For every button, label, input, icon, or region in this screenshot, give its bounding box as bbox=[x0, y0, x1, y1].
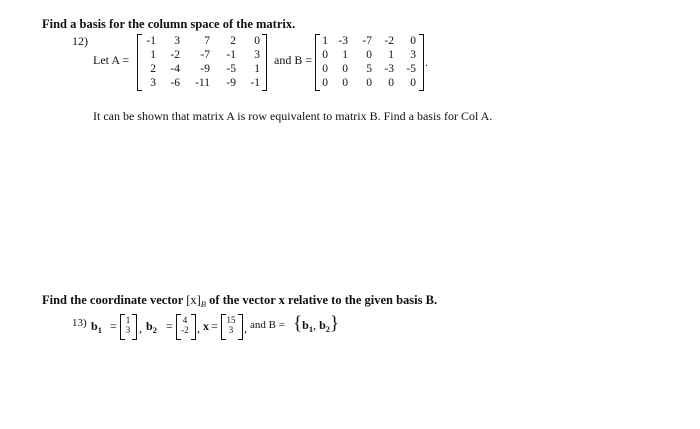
matrix-b-cell: -3 bbox=[384, 63, 394, 75]
b1-label bbox=[91, 319, 102, 335]
b1-letter: b bbox=[91, 319, 98, 333]
matrix-a-cell: 3 bbox=[254, 49, 260, 61]
basis-set bbox=[293, 313, 339, 340]
problem-12-heading: Find a basis for the column space of the matrix. bbox=[42, 17, 296, 31]
problem-12-instruction: It can be shown that matrix A is row equivalent to matrix B. Find a basis for Col A. bbox=[93, 109, 493, 123]
matrix-a-cell: -9 bbox=[200, 63, 210, 75]
x-entry-1: 15 bbox=[226, 315, 236, 325]
matrix-b-cell: 0 bbox=[410, 77, 416, 89]
b2-label bbox=[146, 319, 157, 335]
matrix-a-cell: 1 bbox=[254, 63, 260, 75]
b2-letter: b bbox=[146, 319, 153, 333]
matrix-a-right-bracket bbox=[262, 34, 267, 91]
matrix-a-cell: 2 bbox=[230, 35, 236, 47]
b1-equals: = bbox=[110, 319, 117, 333]
matrix-a-cell: -11 bbox=[195, 77, 210, 89]
basis-b1-letter: b bbox=[302, 318, 309, 332]
x-label: x bbox=[203, 319, 209, 333]
matrix-b-right-bracket bbox=[419, 34, 424, 91]
coord-subscript: B bbox=[200, 299, 206, 309]
x-right-bracket bbox=[238, 314, 243, 340]
matrix-a bbox=[142, 34, 260, 90]
and-b-label: and B = bbox=[274, 53, 313, 67]
problem-13-number: 13) bbox=[72, 317, 87, 329]
matrix-b-cell: 0 bbox=[342, 77, 348, 89]
matrix-b bbox=[318, 34, 416, 90]
matrix-b-cell: 0 bbox=[366, 49, 372, 61]
matrix-b-cell: 5 bbox=[366, 63, 372, 75]
coord-notation bbox=[186, 293, 206, 307]
basis-b2 bbox=[319, 318, 330, 332]
matrix-a-cell: -4 bbox=[170, 63, 180, 75]
matrix-b-cell: 0 bbox=[322, 77, 328, 89]
x-entry-2: 3 bbox=[228, 325, 234, 335]
b2-comma: , bbox=[197, 321, 200, 335]
matrix-b-cell: -2 bbox=[384, 35, 394, 47]
and-b-basis-label: and B = bbox=[250, 319, 285, 331]
b1-right-bracket bbox=[132, 314, 137, 340]
matrix-b-cell: 3 bbox=[410, 49, 416, 61]
matrix-a-cell: -1 bbox=[250, 77, 260, 89]
matrix-b-cell: -5 bbox=[406, 63, 416, 75]
matrix-a-cell: -7 bbox=[200, 49, 210, 61]
b2-equals: = bbox=[166, 319, 173, 333]
coord-bracket: [x] bbox=[186, 293, 201, 307]
heading-text-after: of the vector x relative to the given basis B. bbox=[205, 293, 438, 307]
problem-13-heading bbox=[42, 293, 437, 309]
matrix-a-cell: -9 bbox=[226, 77, 236, 89]
matrix-b-cell: 1 bbox=[322, 35, 328, 47]
matrix-b-cell: -3 bbox=[338, 35, 348, 47]
heading-text-before: Find the coordinate vector bbox=[42, 293, 187, 307]
b2-entry-2: -2 bbox=[181, 325, 189, 335]
matrix-b-cell: 0 bbox=[366, 77, 372, 89]
x-equals: = bbox=[211, 319, 218, 333]
matrix-a-cell: -1 bbox=[226, 49, 236, 61]
matrix-a-cell: 7 bbox=[204, 35, 210, 47]
matrix-a-cell: -1 bbox=[146, 35, 156, 47]
basis-b2-subscript: 2 bbox=[325, 324, 330, 334]
basis-b1 bbox=[302, 318, 313, 332]
basis-comma: , bbox=[313, 318, 320, 332]
b2-subscript: 2 bbox=[152, 325, 157, 335]
matrix-b-cell: 0 bbox=[322, 49, 328, 61]
x-comma: , bbox=[244, 321, 247, 335]
matrix-a-cell: -6 bbox=[170, 77, 180, 89]
matrix-b-cell: 1 bbox=[388, 49, 394, 61]
let-a-label: Let A = bbox=[93, 53, 130, 67]
matrix-b-cell: 1 bbox=[342, 49, 348, 61]
b1-subscript: 1 bbox=[97, 325, 102, 335]
matrix-b-cell: -7 bbox=[362, 35, 372, 47]
b1-comma: , bbox=[139, 321, 142, 335]
matrix-b-cell: 0 bbox=[388, 77, 394, 89]
matrix-b-cell: 0 bbox=[410, 35, 416, 47]
matrix-b-period: . bbox=[425, 55, 428, 69]
matrix-a-cell: 1 bbox=[150, 49, 156, 61]
matrix-a-cell: 2 bbox=[150, 63, 156, 75]
basis-close-brace: } bbox=[330, 313, 340, 334]
matrix-a-cell: 3 bbox=[150, 77, 156, 89]
b2-entry-1: 4 bbox=[182, 315, 188, 325]
x-vector bbox=[224, 315, 238, 335]
b1-entry-2: 3 bbox=[125, 325, 131, 335]
basis-b1-subscript: 1 bbox=[308, 324, 314, 334]
matrix-a-cell: 0 bbox=[254, 35, 260, 47]
basis-b2-letter: b bbox=[319, 318, 326, 332]
b2-vector bbox=[179, 315, 191, 335]
matrix-b-cell: 0 bbox=[322, 63, 328, 75]
b1-entry-1: 1 bbox=[125, 315, 131, 325]
b2-right-bracket bbox=[191, 314, 196, 340]
matrix-b-cell: 0 bbox=[342, 63, 348, 75]
problem-12-number: 12) bbox=[72, 34, 88, 48]
basis-open-brace: { bbox=[293, 313, 303, 334]
matrix-a-cell: -5 bbox=[226, 63, 236, 75]
matrix-a-cell: -2 bbox=[170, 49, 180, 61]
matrix-a-cell: 3 bbox=[174, 35, 180, 47]
